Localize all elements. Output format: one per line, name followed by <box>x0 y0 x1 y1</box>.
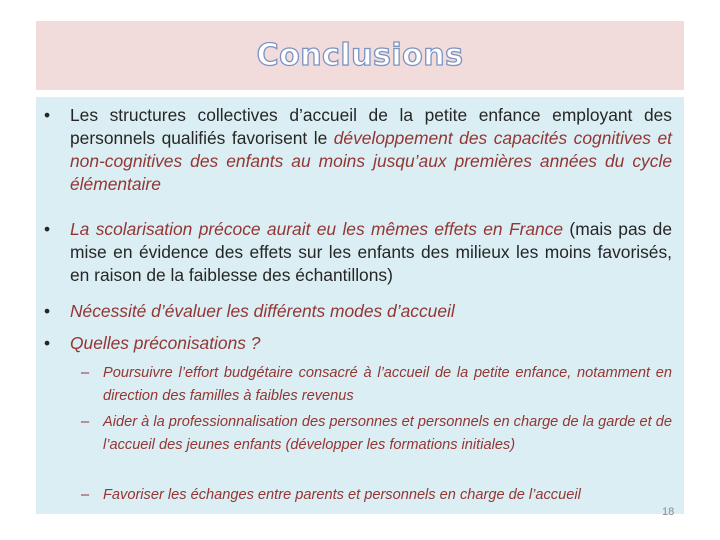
bullet-text: (mais pas de mise en évidence des effets sur les enfants des milieux les moins favorisés, en raison de la faiblesse des échantillons) <box>70 219 673 285</box>
bullet-emphasis: La scolarisation précoce aurait eu les mêmes effets en France <box>70 219 564 239</box>
bullet-item <box>44 300 672 323</box>
slide-title: Conclusions <box>256 38 464 73</box>
bullet-emphasis: Quelles préconisations ? <box>70 333 261 353</box>
title-banner <box>36 21 684 90</box>
bullet-emphasis: Nécessité d’évaluer les différents modes d’accueil <box>70 301 455 321</box>
bullet-marker: • <box>44 105 51 125</box>
page-number: 18 <box>662 506 675 518</box>
bullet-marker: • <box>44 333 51 353</box>
bullet-marker: • <box>44 219 51 239</box>
content-panel <box>36 97 684 514</box>
sub-bullet-text: Aider à la professionnalisation des personnes et personnels en charge de la garde et de l’accueil des jeunes enfants (développer les formations initiales) <box>103 414 672 453</box>
sub-bullet-marker: – <box>81 487 90 503</box>
bullet-item <box>44 218 673 287</box>
bullet-item <box>44 104 672 196</box>
bullet-item <box>44 332 672 355</box>
sub-bullet-marker: – <box>81 414 90 430</box>
bullet-marker: • <box>44 301 51 321</box>
sub-bullet-marker: – <box>81 365 90 381</box>
sub-bullet-text: Favoriser les échanges entre parents et personnels en charge de l’accueil <box>103 487 581 503</box>
bullet-text: Les structures collectives d’accueil de la petite enfance employant des personnels qualifiés favorisent le <box>70 105 672 148</box>
sub-bullet-item <box>81 411 672 457</box>
sub-bullet-item <box>81 484 672 507</box>
sub-bullet-text: Poursuivre l’effort budgétaire consacré à l’accueil de la petite enfance, notamment en direction des familles à faibles revenus <box>103 365 672 404</box>
bullet-emphasis: développement des capacités cognitives et non-cognitives des enfants au moins jusqu’aux premières années du cycle élémentaire <box>70 128 672 194</box>
sub-bullet-item <box>81 362 672 408</box>
